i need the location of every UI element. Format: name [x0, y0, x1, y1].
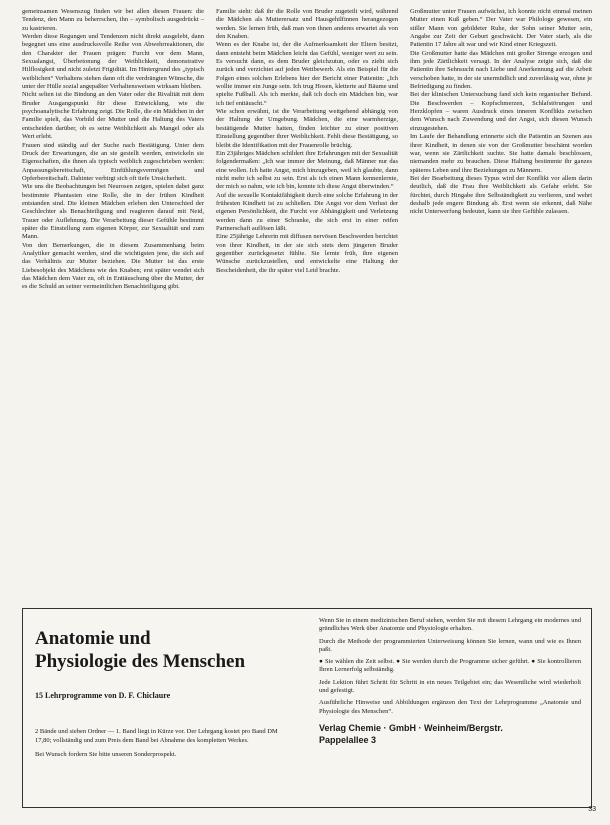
ad-right-block — [319, 617, 581, 746]
paragraph: Auf die sexuelle Kontaktfähigkeit durch eine solche Erfahrung in der frühesten Kindheit ist zu schließen. Die Angst vor dem Verlust der eigenen Persönlichkeit, die Furcht vor Abhängigkeit und Verletzung werden dann zu einer Schranke, die sich erst in einer reifen Partnerschaft auflösen läßt. — [216, 191, 398, 232]
paragraph: Von den Bemerkungen, die in diesem Zusammenhang beim Analytiker gemacht werden, sind die wichtigsten jene, die sich auf das Verhältnis zur Mutter beziehen. Die Mutter ist das erste Liebesobjekt des Mädchens wie des Knaben; erst später wendet sich das Mädchen dem Vater zu, oft in Enttäuschung über die Mutter, der es die Schuld an seiner vermeintlichen Benachteiligung gibt. — [22, 241, 204, 291]
ad-title — [35, 627, 285, 673]
paragraph: Ein 23jähriges Mädchen schildert ihre Erfahrungen mit der Sexualität folgendermaßen: „Ich war immer der Meinung, daß Männer nur das eine wollen. Ich hatte Angst, mich hinzugeben, weil ich glaubte, dann nicht mehr ich selbst zu sein. Erst als ich einen Mann kennenlernte, der mich so nahm, wie ich bin, konnte ich diese Angst überwinden.“ — [216, 149, 398, 191]
publisher-name — [319, 722, 581, 746]
ad-paragraph: Ausführliche Hinweise und Abbildungen ergänzen den Text der Lehrprogramme „Anatomie und Physiologie des Menschen“. — [319, 699, 581, 715]
ad-paragraph: Jede Lektion führt Schritt für Schritt in ein neues Teilgebiet ein; das Wesentliche wird wiederholt und gefestigt. — [319, 678, 581, 695]
ad-title-line-1: Anatomie und — [35, 628, 151, 649]
paragraph: Familie sieht: daß ihr die Rolle von Bruder zugeteilt wird, während die Mädchen als Mutterersatz und Hausgehilfinnen herangezogen werden. Sie lernen früh, daß man von ihnen anderes erwartet als von den Knaben. — [216, 8, 398, 41]
ad-paragraph: Durch die Methode der programmierten Unterweisung können Sie lernen, wann und wie es Ihnen paßt. — [319, 637, 581, 653]
ad-price-info: 2 Bände und sieben Ordner — 1. Band liegt in Kürze vor. Der Lehrgang kostet pro Band DM 17,80; vollständig und zum Preis dem Band bei Abnahme des kompletten Werkes. — [35, 728, 278, 744]
paragraph: Bei der Bearbeitung dieses Typus wird der Konflikt vor allem darin deutlich, daß die Frau ihre Weiblichkeit als Gefahr erlebt. Sie fürchtet, durch Hingabe ihre Selbständigkeit zu verlieren, und wehrt deshalb jede engere Bindung ab. Erst wenn sie erkennt, daß Nähe nicht Unterwerfung bedeutet, kann sie ihre Gefühle zulassen. — [410, 174, 592, 216]
paragraph: Frauen sind ständig auf der Suche nach Bestätigung. Unter dem Druck der Erwartungen, die an sie gestellt werden, entwickeln sie Eigenschaften, die ihnen als typisch weiblich zugeschrieben werden: Anpassungsbereitschaft, Einfühlungsvermögen und Opferbereitschaft. Dahinter verbirgt sich oft tiefe Unsicherheit. — [22, 141, 204, 182]
ad-subtitle: 15 Lehrprogramme von D. F. Chiclaure — [35, 691, 171, 700]
article-columns — [22, 8, 592, 600]
ad-title-line-2: Physiologie des Menschen — [35, 651, 246, 672]
paragraph: Großmutter unter Frauen aufwächst, ich konnte nicht einmal meinen Mutter einen Kuß geben.“ Der Vater war Philologe gewesen, ein stiller Mann von gebildeter Ruhe, der Sohn seiner Mutter sein, Angabe zur Zeit der Geburt geschwächt. Der Vater starb, als die Patientin 17 Jahre alt war und wir Kind einer Kriegszeit. — [410, 8, 592, 49]
article-column-2 — [216, 8, 398, 600]
paragraph: gemeinsamen Wesenszug finden wir bei allen diesen Frauen: die Tendenz, den Mann zu beherrschen, ihn – symbolisch ausgedrückt – zu kastrieren. — [22, 8, 204, 32]
page-number: 33 — [588, 806, 596, 813]
paragraph: Die Großmutter hatte das Mädchen mit großer Strenge erzogen und ihm jede Zärtlichkeit versagt. In der Analyse zeigte sich, daß die Patientin ihre Sehnsucht nach Liebe und Anerkennung auf die Arbeit verschoben hatte, in der sie unermüdlich und zuverlässig war, ohne je Befriedigung zu finden. — [410, 49, 592, 91]
paragraph: Wenn es der Knabe ist, der die Aufmerksamkeit der Eltern besitzt, dann entsteht beim Mädchen leicht das Gefühl, weniger wert zu sein. Es versucht dann, es dem Bruder gleichzutun, oder es zieht sich zurück und verzichtet auf jeden Wettbewerb. Als ein Beispiel für die Folgen eines solchen Erlebens hier der Bericht einer Patientin: „Ich wollte immer ein Junge sein. Ich trug Hosen, kletterte auf Bäume und spielte Fußball. Als ich merkte, daß ich doch ein Mädchen bin, war ich tief enttäuscht.“ — [216, 41, 398, 107]
book-advertisement — [22, 608, 592, 808]
paragraph: Im Laufe der Behandlung erinnerte sich die Patientin an Szenen aus ihrer Kindheit, in denen sie von der Großmutter beschämt worden war, wenn sie Zärtlichkeit suchte. Sie hatte damals beschlossen, niemanden mehr zu brauchen. Diese Haltung bestimmte ihr ganzes späteres Leben und ihre Beziehungen zu Männern. — [410, 133, 592, 174]
paragraph: Wie uns die Beobachtungen bei Neurosen zeigen, spielen dabei ganz bestimmte Phantasien eine Rolle, die in der frühen Kindheit entstanden sind. Die kleinen Mädchen erleben den Unterschied der Geschlechter als Benachteiligung und reagieren darauf mit Neid, Trauer oder Auflehnung. Die Verarbeitung dieser Gefühle bestimmt später die Einstellung zum eigenen Körper, zur Sexualität und zum Mann. — [22, 183, 204, 241]
article-column-1 — [22, 8, 204, 600]
ad-prospect-note: Bei Wunsch fordern Sie bitte unseren Sonderprospekt. — [35, 751, 177, 758]
paragraph: Bei der klinischen Untersuchung fand sich kein organischer Befund. Die Beschwerden – Kopfschmerzen, Schlafstörungen und Herzklopfen – waren Ausdruck eines inneren Konflikts zwischen dem Wunsch nach Zuwendung und der Angst, sich diesen Wunsch einzugestehen. — [410, 91, 592, 132]
paragraph: Wie schon erwähnt, ist die Verarbeitung weitgehend abhängig von der Haltung der Umgebung. Mädchen, die eine warmherzige, bestätigende Mutter hatten, finden leichter zu einer positiven Einstellung gegenüber ihrer Weiblichkeit. Fehlt diese Bestätigung, so bleibt die Identifikation mit der Frauenrolle brüchig. — [216, 108, 398, 149]
article-column-3 — [410, 8, 592, 600]
publisher-line-1: Verlag Chemie · GmbH · Weinheim/Bergstr. — [319, 722, 503, 733]
paragraph: Eine 25jährige Lehrerin mit diffusen nervösen Beschwerden berichtet von ihrer Kindheit, in der sie sich stets dem jüngeren Bruder gegenüber zurückgesetzt fühlte. Sie lernte früh, ihre eigenen Wünsche zurückzustellen, und entwickelte eine Haltung der Bescheidenheit, die ihr später viel Leid brachte. — [216, 233, 398, 274]
ad-paragraph: Wenn Sie in einem medizinischen Beruf stehen, werden Sie mit diesem Lehrgang ein modernes und gründliches Werk über Anatomie und Physiologie erhalten. — [319, 617, 581, 633]
ad-paragraph: ● Sie wählen die Zeit selbst. ● Sie werden durch die Programme sicher geführt. ● Sie kontrollieren Ihren Lernerfolg selbständig. — [319, 658, 581, 674]
ad-left-block — [35, 619, 285, 766]
publisher-line-2: Pappelallee 3 — [319, 734, 377, 745]
paragraph: Nicht selten ist die Bindung an den Vater oder die Rivalität mit dem Bruder Ausgangspunkt für diese Entwicklung, wie die psychoanalytische Erfahrung zeigt. Die Rolle, die ein Mädchen in der Familie spielt, das Vorbild der Mutter und die Haltung des Vaters entscheiden darüber, ob es seine Weiblichkeit als Mangel oder als Wert erlebt. — [22, 91, 204, 141]
paragraph: Werden diese Regungen und Tendenzen nicht direkt ausgelebt, dann begegnet uns eine ausdrucksvolle Reihe von Abwehrreaktionen, die den Charakter der Frauen prägen: Furcht vor dem Mann, Sexualangst, Überbetonung der Weiblichkeit, demonstrative Hilflosigkeit und nicht zuletzt Frigidität. Im Hintergrund des „typisch weiblichen“ Verhaltens stehen dann oft die verdrängten Wünsche, die unter der Hülle sozial angepaßter Verhaltensweisen wirksam bleiben. — [22, 33, 204, 91]
